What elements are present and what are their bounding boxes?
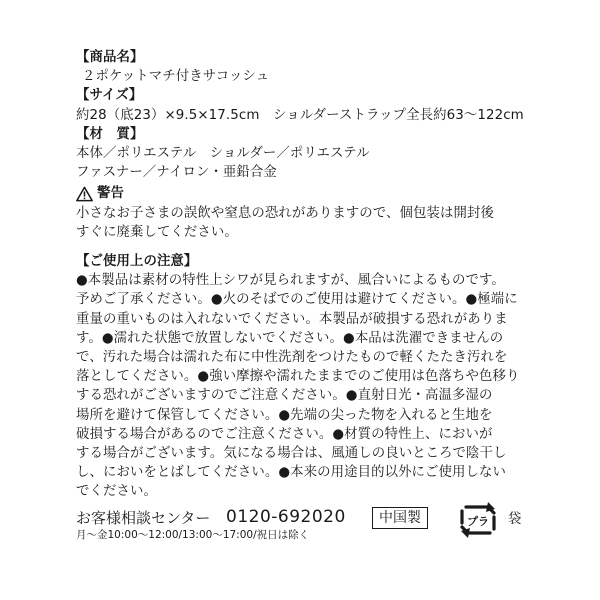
origin-label: 中国製 (379, 510, 421, 526)
caution-line: し、においをとばしてください。●本来の用途目的以外にご使用しない (76, 465, 506, 481)
warning-heading-row (76, 184, 526, 203)
caution-line: す。●濡れた状態で放置しないでください。●本品は洗濯できませんの (76, 330, 504, 346)
warning-section (76, 184, 526, 242)
caution-line: で、汚れた場合は濡れた布に中性洗剤をつけたもので軽くたたき汚れを (76, 350, 508, 366)
caution-line: 落としてください。●強い摩擦や濡れたままでのご使用は色落ちや色移り (76, 369, 520, 385)
caution-heading: 【ご使用上の注意】 (76, 254, 198, 270)
warning-triangle-icon (76, 186, 93, 202)
size-heading: 【サイズ】 (76, 88, 143, 104)
caution-line: する恐れがございますのでご注意ください。●直射日光・高温多湿の (76, 388, 493, 404)
customer-center-phone: 0120-692020 (226, 507, 346, 527)
caution-line: 予めご了承ください。●火のそばでのご使用は避けてください。●極端に (76, 292, 518, 308)
customer-center-hours: 月～金10:00～12:00/13:00～17:00/祝日は除く (76, 529, 310, 541)
material-heading: 【材 質】 (76, 126, 144, 142)
caution-line: 破損する場合があるのでご注意ください。●材質の特性上、においが (76, 426, 493, 442)
warning-heading: 警告 (97, 186, 124, 202)
plastic-recycle-mark-icon (458, 501, 498, 539)
product-name-value: ２ポケットマチ付きサコッシュ (82, 69, 270, 85)
recycle-target-label: 袋 (508, 512, 522, 527)
size-value: 約28（底23）×9.5×17.5cm ショルダーストラップ全長約63～122cm (76, 107, 524, 123)
caution-line: する場合がございます。気になる場合は、風通しの良いところで陰干し (76, 446, 507, 462)
product-name-heading: 【商品名】 (76, 50, 144, 65)
caution-section (76, 252, 526, 502)
material-line: ファスナー／ナイロン・亜鉛合金 (76, 165, 277, 181)
caution-line: 場所を避けて保管してください。●先端の尖った物を入れると生地を (76, 407, 493, 423)
warning-line: 小さなお子さまの誤飲や窒息の恐れがありますので、個包装は開封後 (76, 205, 494, 221)
footer (76, 508, 536, 548)
caution-line: 重量の重いものは入れないでください。本製品が破損する恐れがありま (76, 311, 508, 327)
material-line: 本体／ポリエステル ショルダー／ポリエステル (76, 146, 370, 162)
customer-center-name: お客様相談センター (76, 509, 211, 527)
recycle-mark-text: プラ (467, 515, 489, 528)
product-label (76, 48, 526, 502)
warning-line: すぐに廃棄してください。 (76, 224, 238, 240)
country-of-origin-badge (372, 507, 428, 529)
caution-line: ●本製品は素材の特性上シワが見られますが、風合いによるものです。 (76, 273, 505, 289)
caution-line: でください。 (76, 484, 157, 500)
